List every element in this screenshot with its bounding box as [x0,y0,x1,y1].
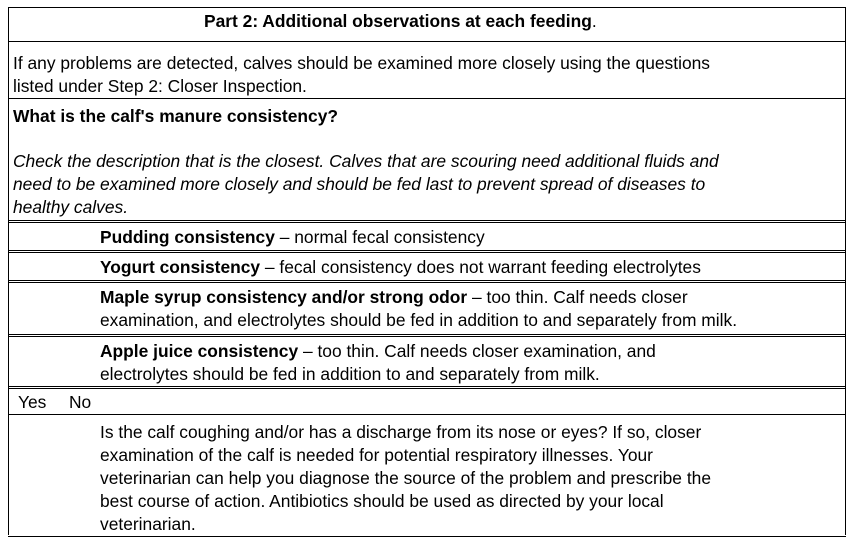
instruction-line-2: need to be examined more closely and should be fed last to prevent spread of diseases to [13,174,706,194]
double-divider [8,280,846,283]
instruction-line-3: healthy calves. [13,197,129,217]
part-title: Part 2: Additional observations at each feeding. [204,11,597,31]
question2-line-1: Is the calf coughing and/or has a discharge from its nose or eyes? If so, closer [100,422,702,442]
option-apple-juice-line-2: electrolytes should be fed in addition to and separately from milk. [100,364,600,384]
divider [8,536,846,537]
option-maple-syrup: Maple syrup consistency and/or strong odor – too thin. Calf needs closer [100,287,688,307]
question-heading: What is the calf's manure consistency? [13,106,338,126]
option-apple-juice: Apple juice consistency – too thin. Calf needs closer examination, and [100,341,656,361]
divider [8,98,846,99]
instruction-line-1: Check the description that is the closest. Calves that are scouring need additional fluids and [13,151,719,171]
question2-line-3: veterinarian can help you diagnose the source of the problem and prescribe the [100,468,711,488]
question2-line-4: best course of action. Antibiotics should be used as directed by your local [100,491,664,511]
double-divider [8,334,846,337]
option-maple-syrup-line-2: examination, and electrolytes should be fed in addition to and separately from milk. [100,310,738,330]
double-divider [8,250,846,253]
question2-line-5: veterinarian. [100,514,196,534]
option-pudding: Pudding consistency – normal fecal consistency [100,227,485,247]
divider [8,7,846,8]
option-yogurt: Yogurt consistency – fecal consistency does not warrant feeding electrolytes [100,257,701,277]
yes-label[interactable]: Yes [18,392,47,412]
divider [8,414,846,415]
divider [8,41,846,42]
intro-line-1: If any problems are detected, calves should be examined more closely using the questions [13,53,710,73]
no-label[interactable]: No [69,392,92,412]
double-divider [8,386,846,389]
question2-line-2: examination of the calf is needed for potential respiratory illnesses. Your [100,445,653,465]
intro-line-2: listed under Step 2: Closer Inspection. [13,76,307,96]
double-divider [8,220,846,223]
